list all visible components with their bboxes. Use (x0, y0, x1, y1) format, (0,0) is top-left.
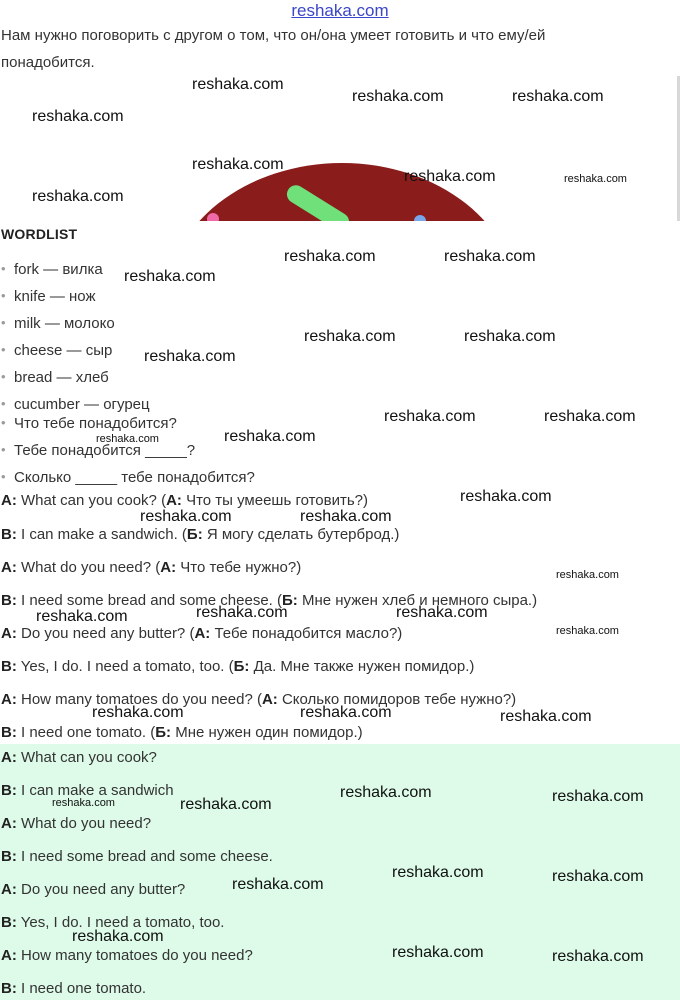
speaker-label: B: (1, 848, 17, 865)
watermark: reshaka.com (444, 248, 536, 265)
dialogue-translation: Тебе понадобится масло?) (210, 625, 403, 642)
watermark: reshaka.com (32, 188, 124, 205)
speaker-label: Б: (282, 592, 298, 609)
watermark: reshaka.com (180, 796, 272, 813)
speaker-label: A: (1, 815, 17, 832)
plain-dialogue-line (1, 815, 151, 832)
watermark: reshaka.com (92, 704, 184, 721)
watermark: reshaka.com (404, 168, 496, 185)
dialogue-text: What can you cook? ( (16, 492, 167, 509)
watermark: reshaka.com (500, 708, 592, 725)
dialogue-text: Do you need any butter? ( (16, 625, 195, 642)
watermark: reshaka.com (512, 88, 604, 105)
speaker-label: B: (1, 526, 17, 543)
site-logo-link[interactable]: reshaka.com (291, 1, 389, 20)
dialogue-text: I can make a sandwich (16, 782, 174, 799)
task-intro-text: Нам нужно поговорить с другом о том, что он/она умеет готовить и что ему/ей понадобится. (1, 27, 546, 71)
dialogue-line (1, 559, 301, 576)
speaker-label: A: (1, 947, 17, 964)
speaker-label: B: (1, 782, 17, 799)
watermark: reshaka.com (192, 156, 284, 173)
wordlist-item: • Тебе понадобится _____? (14, 442, 195, 459)
speaker-label: A: (1, 625, 17, 642)
speaker-label: Б: (233, 658, 250, 675)
speaker-label: А: (194, 625, 211, 642)
dialogue-text: How many tomatoes do you need? (16, 947, 253, 964)
watermark: reshaka.com (544, 408, 636, 425)
dialogue-text: What can you cook? (16, 749, 157, 766)
dialogue-text: What do you need? ( (16, 559, 161, 576)
wordlist-item: • fork — вилка (14, 261, 103, 278)
dialogue-text: I need one tomato. ( (16, 724, 156, 741)
speaker-label: А: (166, 492, 182, 509)
watermark: reshaka.com (384, 408, 476, 425)
plain-dialogue-line (1, 848, 273, 865)
watermark: reshaka.com (460, 488, 552, 505)
dialogue-text: How many tomatoes do you need? ( (16, 691, 262, 708)
speaker-label: B: (1, 980, 17, 997)
dialogue-text: What do you need? (16, 815, 152, 832)
speaker-label: A: (1, 749, 17, 766)
watermark: reshaka.com (556, 625, 619, 637)
dialogue-text: I need some bread and some cheese. ( (16, 592, 282, 609)
speaker-label: B: (1, 592, 17, 609)
watermark: reshaka.com (72, 928, 164, 945)
watermark: reshaka.com (224, 428, 316, 445)
dialogue-translation: Что ты умеешь готовить?) (181, 492, 369, 509)
watermark: reshaka.com (284, 248, 376, 265)
wordlist-item: • cheese — сыр (14, 342, 112, 359)
speaker-label: A: (1, 492, 17, 509)
speaker-label: B: (1, 724, 17, 741)
dialogue-translation: Мне нужен один помидор.) (171, 724, 363, 741)
dialogue-text: I need one tomato. (16, 980, 147, 997)
watermark: reshaka.com (124, 268, 216, 285)
dialogue-line (1, 724, 363, 741)
plain-dialogue-line (1, 749, 157, 766)
speaker-label: А: (261, 691, 278, 708)
plain-dialogue-line (1, 947, 253, 964)
dialogue-line (1, 625, 402, 642)
dialogue-translation: Что тебе нужно?) (176, 559, 302, 576)
watermark: reshaka.com (396, 604, 488, 621)
wordlist-item: • cucumber — огурец (14, 396, 150, 413)
watermark: reshaka.com (196, 604, 288, 621)
dialogue-text: Yes, I do. I need a tomato, too. ( (16, 658, 234, 675)
watermark: reshaka.com (552, 948, 644, 965)
dialogue-text: Do you need any butter? (16, 881, 186, 898)
dialogue-translation: Я могу сделать бутерброд.) (202, 526, 400, 543)
speaker-label: A: (1, 559, 17, 576)
speaker-label: A: (1, 881, 17, 898)
wordlist-item: • milk — молоко (14, 315, 115, 332)
wordlist-item: • Что тебе понадобится? (14, 415, 177, 432)
watermark: reshaka.com (32, 108, 124, 125)
watermark: reshaka.com (352, 88, 444, 105)
wordlist-heading: WORDLIST (1, 226, 78, 242)
watermark: reshaka.com (192, 76, 284, 93)
wordlist-item: • bread — хлеб (14, 369, 109, 386)
watermark: reshaka.com (300, 704, 392, 721)
speaker-label: Б: (186, 526, 203, 543)
plain-dialogue-line (1, 980, 146, 997)
dialogue-text: I can make a sandwich. ( (16, 526, 187, 543)
speaker-label: Б: (155, 724, 172, 741)
watermark: reshaka.com (392, 864, 484, 881)
dialogue-translation: Сколько помидоров тебе нужно?) (277, 691, 517, 708)
dialogue-line (1, 691, 516, 708)
speaker-label: B: (1, 658, 17, 675)
watermark: reshaka.com (392, 944, 484, 961)
watermark: reshaka.com (144, 348, 236, 365)
watermark: reshaka.com (552, 868, 644, 885)
watermark: reshaka.com (556, 569, 619, 581)
speaker-label: А: (160, 559, 177, 576)
watermark: reshaka.com (464, 328, 556, 345)
watermark: reshaka.com (96, 433, 159, 445)
speaker-label: B: (1, 914, 17, 931)
wordlist-item: • knife — нож (14, 288, 96, 305)
dialogue-line (1, 526, 399, 543)
watermark: reshaka.com (140, 508, 232, 525)
dialogue-translation: Мне нужен хлеб и немного сыра.) (297, 592, 538, 609)
dialogue-line (1, 492, 368, 509)
dialogue-translation: Да. Мне также нужен помидор.) (249, 658, 475, 675)
watermark: reshaka.com (304, 328, 396, 345)
dialogue-line (1, 658, 474, 675)
speaker-label: A: (1, 691, 17, 708)
plain-dialogue-line (1, 881, 185, 898)
wordlist-item: • Сколько _____ тебе понадобится? (14, 469, 255, 486)
watermark: reshaka.com (52, 797, 115, 809)
watermark: reshaka.com (340, 784, 432, 801)
watermark: reshaka.com (564, 173, 627, 185)
dialogue-text: Yes, I do. I need a tomato, too. (16, 914, 225, 931)
dialogue-text: I need some bread and some cheese. (16, 848, 273, 865)
watermark: reshaka.com (36, 608, 128, 625)
watermark: reshaka.com (232, 876, 324, 893)
watermark: reshaka.com (300, 508, 392, 525)
watermark: reshaka.com (552, 788, 644, 805)
